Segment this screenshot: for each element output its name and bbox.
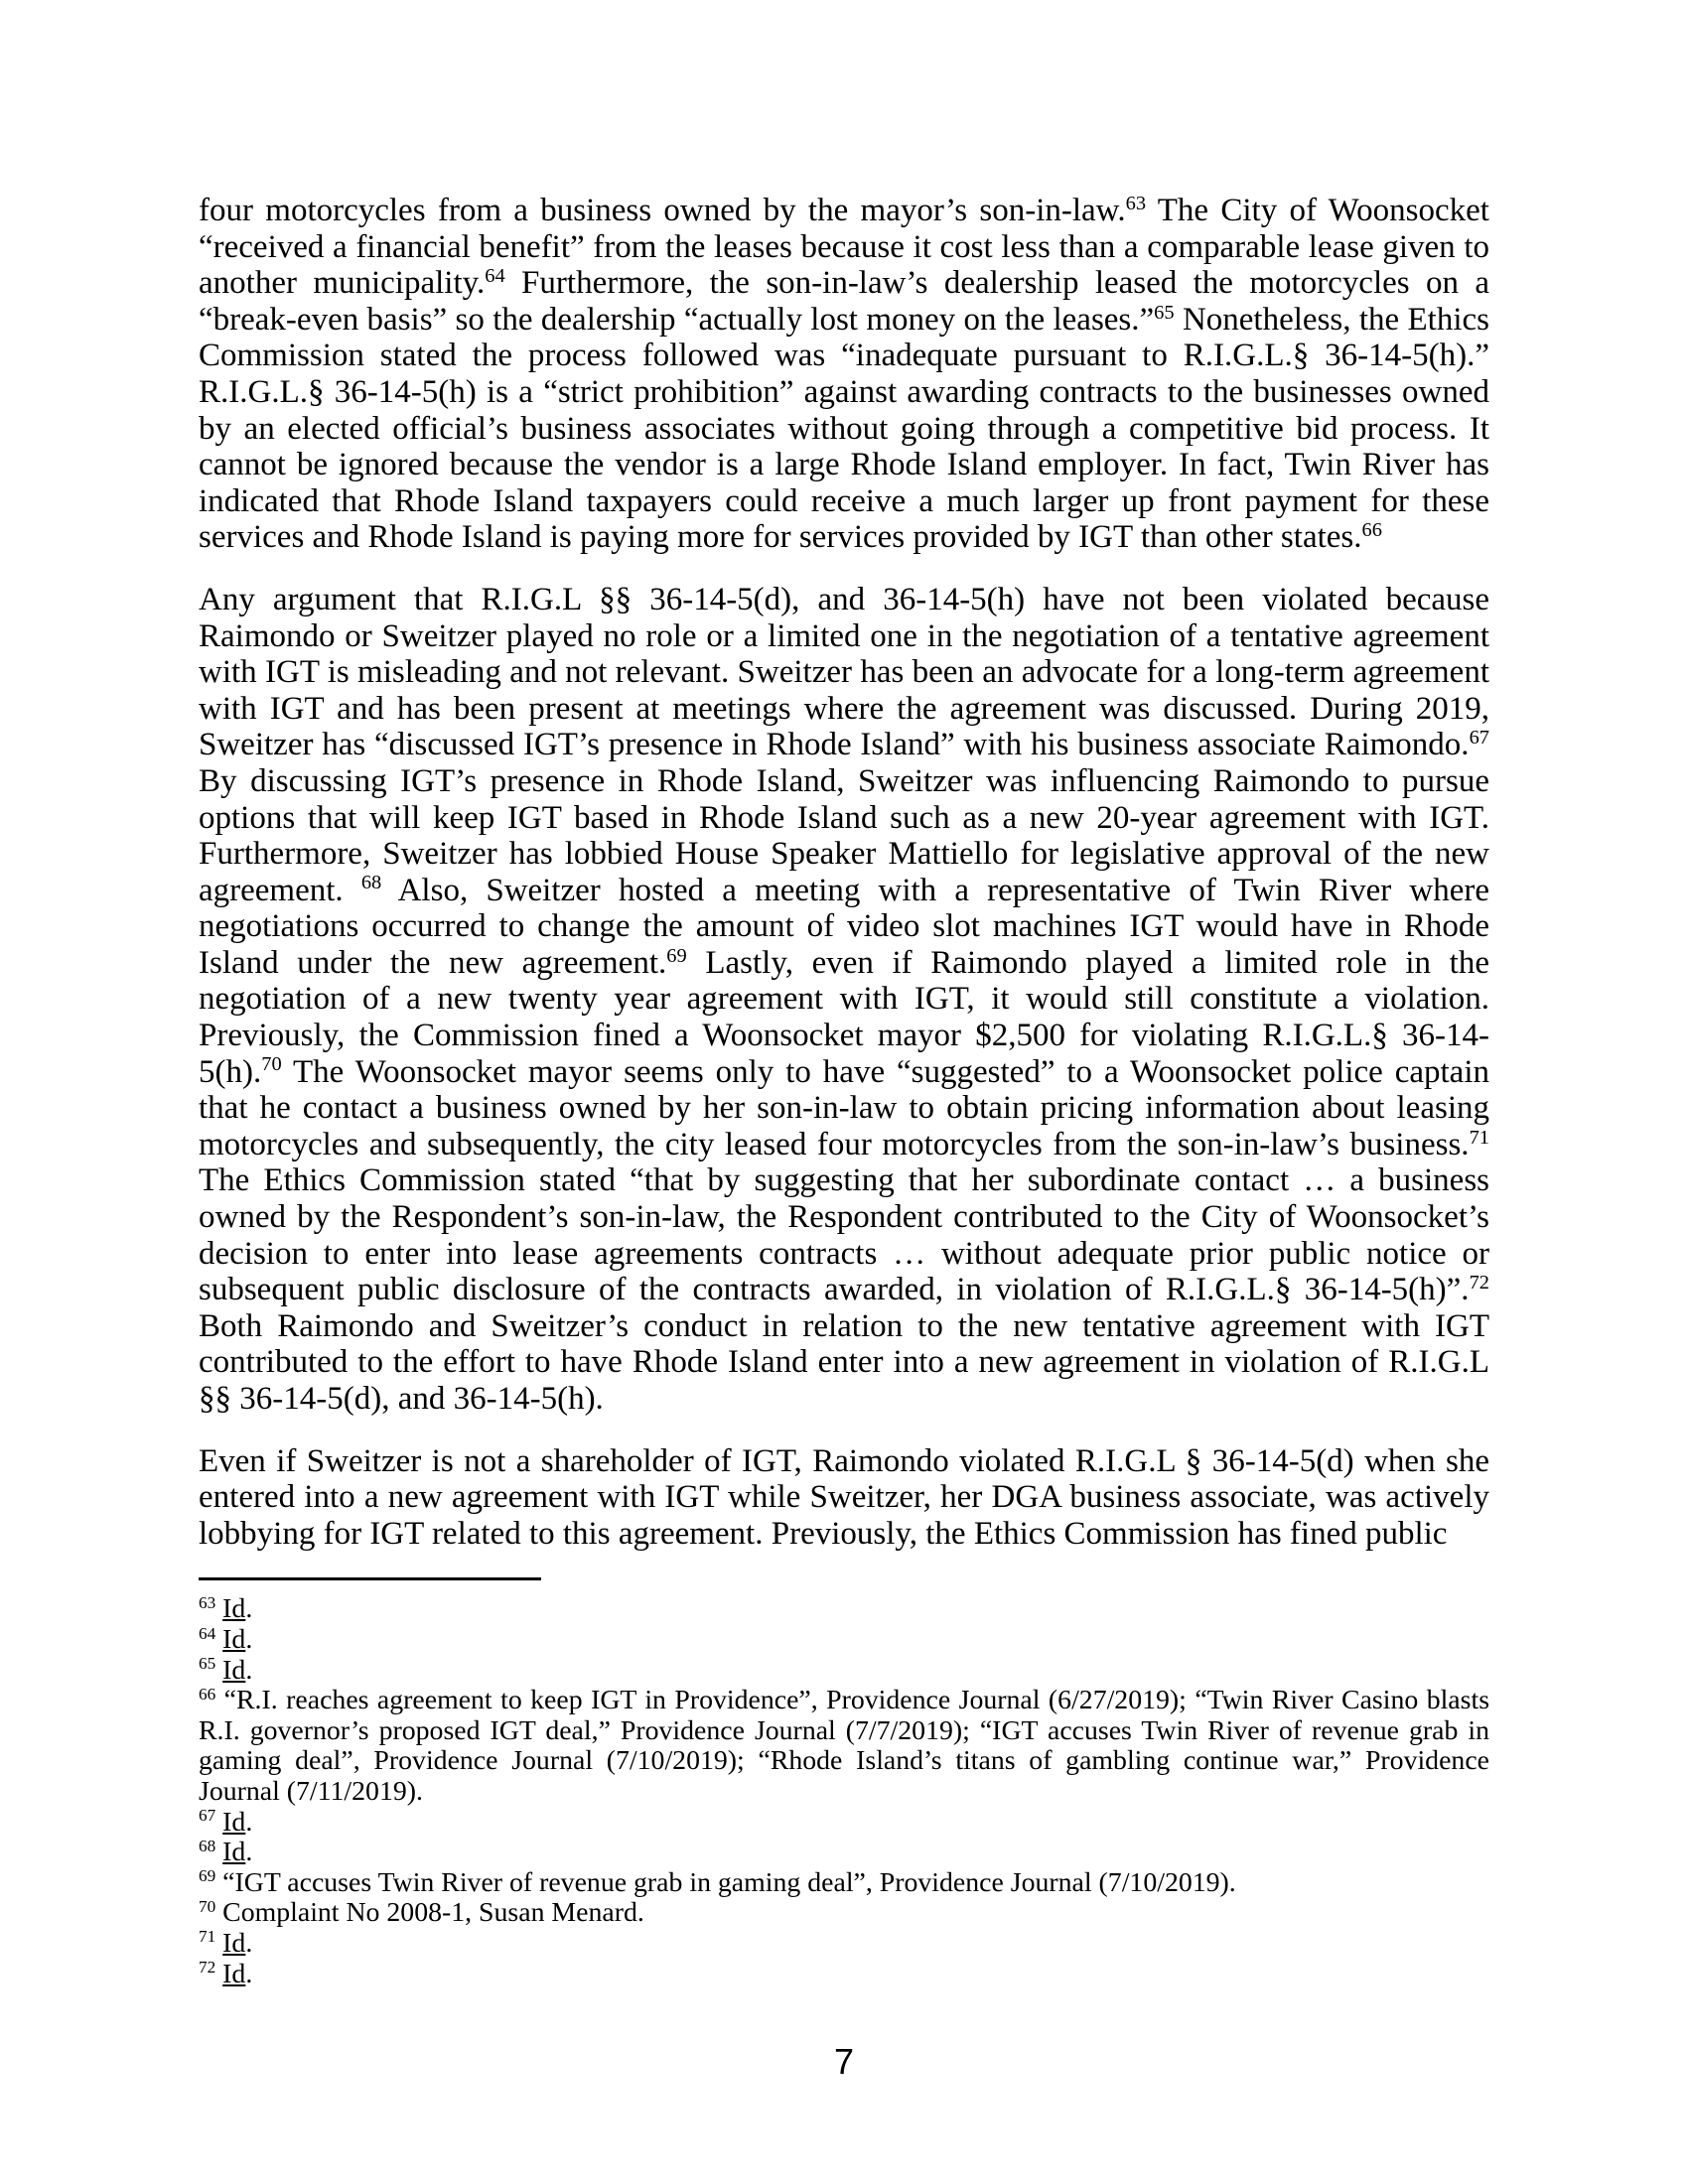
- body-text: [199, 193, 1489, 1552]
- footnote-item: $^{67}$ Id.: [199, 1806, 253, 1838]
- footnote-item: $^{66}$ “R.I. reaches agreement to keep IGT in Providence”, Providence Journal (6/27/2019); “Twin River Casino blasts R.I. governor’s proposed IGT deal,” Providence Journal (7/7/2019); “IGT accuses Twin River of revenue grab in gaming deal”, Providence Journal (7/10/2019); “Rhode Island’s titans of gambling continue war,” Providence Journal (7/11/2019).: [199, 1684, 1490, 1807]
- underlined-citation: Id: [222, 1654, 246, 1686]
- footnote-ref: 64: [485, 264, 505, 287]
- footnote-ref: 72: [1469, 1271, 1489, 1294]
- footnote-number: 69: [199, 1866, 216, 1886]
- footnote-item: $^{70}$ Complaint No 2008-1, Susan Menard.: [199, 1896, 644, 1929]
- page-content: [199, 193, 1489, 1989]
- footnote-ref: 65: [1154, 301, 1175, 324]
- footnote-ref: 68: [360, 872, 382, 894]
- footnote-ref: 67: [1469, 727, 1489, 750]
- footnote-separator: [199, 1577, 541, 1580]
- footnote-item: $^{71}$ Id.: [199, 1927, 253, 1959]
- footnote-number: 66: [199, 1684, 216, 1704]
- footnote-item: $^{72}$ Id.: [199, 1958, 253, 1989]
- footnote-number: 63: [199, 1592, 216, 1612]
- footnote-ref: 63: [1125, 192, 1147, 214]
- footnote-item: $^{63}$ Id.: [199, 1592, 253, 1625]
- footnote-item: $^{68}$ Id.: [199, 1836, 253, 1868]
- underlined-citation: Id: [222, 1623, 246, 1655]
- footnotes-list: [199, 1594, 1489, 1989]
- footnote-number: 64: [199, 1623, 216, 1643]
- underlined-citation: Id: [222, 1837, 246, 1868]
- page-number: 7: [833, 2041, 855, 2082]
- footnote-number: 67: [199, 1806, 216, 1826]
- footnote-ref: 69: [666, 944, 687, 967]
- underlined-citation: Id: [222, 1806, 246, 1838]
- footnote-number: 65: [199, 1654, 216, 1674]
- footnote-item: $^{65}$ Id.: [199, 1654, 253, 1686]
- underlined-citation: Id: [222, 1593, 246, 1625]
- body-paragraph: Even if Sweitzer is not a shareholder of IGT, Raimondo violated R.I.G.L § 36-14-5(d) when she entered into a new agreement with IGT while Sweitzer, her DGA business associate, was actively lobbying for IGT related to this agreement. Previously, the Ethics Commission has fined public: [199, 1442, 1489, 1552]
- footnote-item: $^{69}$ “IGT accuses Twin River of revenue grab in gaming deal”, Providence Journal (7/10/2019).: [199, 1866, 1236, 1898]
- footnote-ref: 70: [261, 1053, 282, 1076]
- footnote-item: $^{64}$ Id.: [199, 1623, 253, 1655]
- footnote-number: 72: [199, 1958, 216, 1978]
- footnote-number: 70: [199, 1896, 216, 1916]
- underlined-citation: Id: [222, 1927, 246, 1959]
- body-paragraph: four motorcycles from a business owned by the mayor’s son-in-law.$^{63}$ The City of Woonsocket “received a financial benefit” from the leases because it cost less than a comparable lease given to another municipality.$^{64}$ Furthermore, the son-in-law’s dealership leased the motorcycles on a “break-even basis” so the dealership “actually lost money on the leases.”$^{65}$ Nonetheless, the Ethics Commission stated the process followed was “inadequate pursuant to R.I.G.L.§ 36-14-5(h).” R.I.G.L.§ 36-14-5(h) is a “strict prohibition” against awarding contracts to the businesses owned by an elected official’s business associates without going through a competitive bid process. It cannot be ignored because the vendor is a large Rhode Island employer. In fact, Twin River has indicated that Rhode Island taxpayers could receive a much larger up front payment for these services and Rhode Island is paying more for services provided by IGT than other states.$^{66}$: [199, 192, 1489, 556]
- body-paragraph: Any argument that R.I.G.L §§ 36-14-5(d), and 36-14-5(h) have not been violated because Raimondo or Sweitzer played no role or a limited one in the negotiation of a tentative agreement with IGT is misleading and not relevant. Sweitzer has been an advocate for a long-term agreement with IGT and has been present at meetings where the agreement was discussed. During 2019, Sweitzer has “discussed IGT’s presence in Rhode Island” with his business associate Raimondo.$^{67}$ By discussing IGT’s presence in Rhode Island, Sweitzer was influencing Raimondo to pursue options that will keep IGT based in Rhode Island such as a new 20-year agreement with IGT. Furthermore, Sweitzer has lobbied House Speaker Mattiello for legislative approval of the new agreement. $^{68}$ Also, Sweitzer hosted a meeting with a representative of Twin River where negotiations occurred to change the amount of video slot machines IGT would have in Rhode Island under the new agreement.$^{69}$ Lastly, even if Raimondo played a limited role in the negotiation of a new twenty year agreement with IGT, it would still constitute a violation. Previously, the Commission fined a Woonsocket mayor $2,500 for violating R.I.G.L.§ 36-14-5(h).$^{70}$ The Woonsocket mayor seems only to have “suggested” to a Woonsocket police captain that he contact a business owned by her son-in-law to obtain pricing information about leasing motorcycles and subsequently, the city leased four motorcycles from the son-in-law’s business.$^{71}$ The Ethics Commission stated “that by suggesting that her subordinate contact … a business owned by the Respondent’s son-in-law, the Respondent contributed to the City of Woonsocket’s decision to enter into lease agreements contracts … without adequate prior public notice or subsequent public disclosure of the contracts awarded, in violation of R.I.G.L.§ 36-14-5(h)”.$^{72}$ Both Raimondo and Sweitzer’s conduct in relation to the new tentative agreement with IGT contributed to the effort to have Rhode Island enter into a new agreement in violation of R.I.G.L §§ 36-14-5(d), and 36-14-5(h).: [199, 581, 1489, 1417]
- footnote-ref: 71: [1469, 1126, 1489, 1149]
- footnote-ref: 66: [1361, 519, 1382, 542]
- footnote-number: 68: [199, 1836, 216, 1855]
- footnote-number: 71: [199, 1927, 216, 1947]
- underlined-citation: Id: [222, 1958, 246, 1989]
